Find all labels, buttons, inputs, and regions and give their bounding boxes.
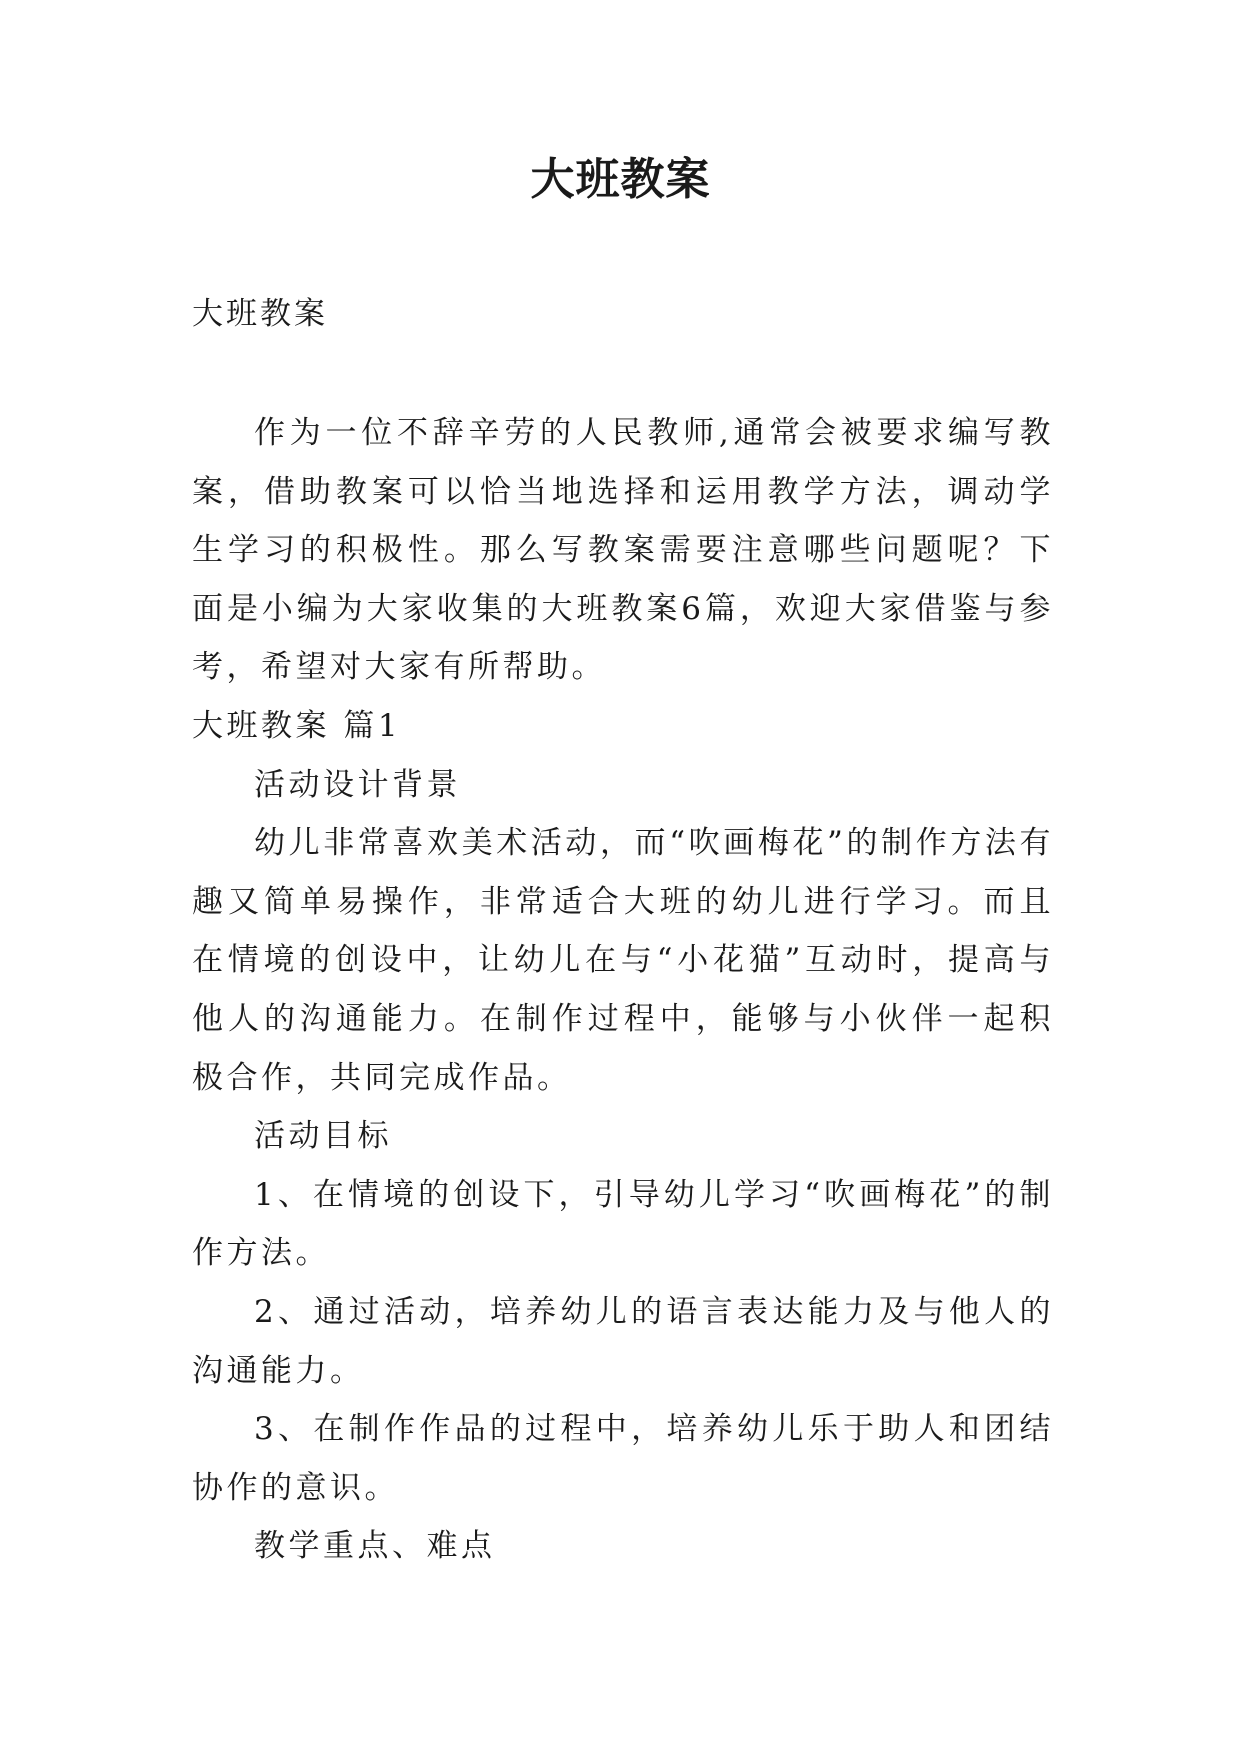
background-heading: 活动设计背景	[254, 766, 461, 803]
document-title: 大班教案	[530, 154, 711, 205]
goal-item-1: 1、在情境的创设下，引导幼儿学习“吹画梅花”的制作方法。	[192, 1176, 1054, 1272]
section-heading: 大班教案 篇1	[192, 707, 402, 744]
intro-paragraph: 作为一位不辞辛劳的人民教师,通常会被要求编写教案，借助教案可以恰当地选择和运用教学方法，调动学生学习的积极性。那么写教案需要注意哪些问题呢？下面是小编为大家收集的大班教案6篇，欢迎大家借鉴与参考，希望对大家有所帮助。	[192, 415, 1054, 686]
key-points-heading: 教学重点、难点	[254, 1528, 496, 1565]
goal-item-2: 2、通过活动，培养幼儿的语言表达能力及与他人的沟通能力。	[192, 1293, 1054, 1389]
document-body	[192, 404, 1054, 1576]
goal-item-3: 3、在制作作品的过程中，培养幼儿乐于助人和团结协作的意识。	[192, 1411, 1054, 1506]
document-subtitle: 大班教案	[192, 296, 328, 332]
goals-heading: 活动目标	[254, 1118, 392, 1155]
background-paragraph: 幼儿非常喜欢美术活动，而“吹画梅花”的制作方法有趣又简单易操作，非常适合大班的幼儿进行学习。而且在情境的创设中，让幼儿在与“小花猫”互动时，提高与他人的沟通能力。在制作过程中，能够与小伙伴一起积极合作，共同完成作品。	[192, 825, 1054, 1096]
